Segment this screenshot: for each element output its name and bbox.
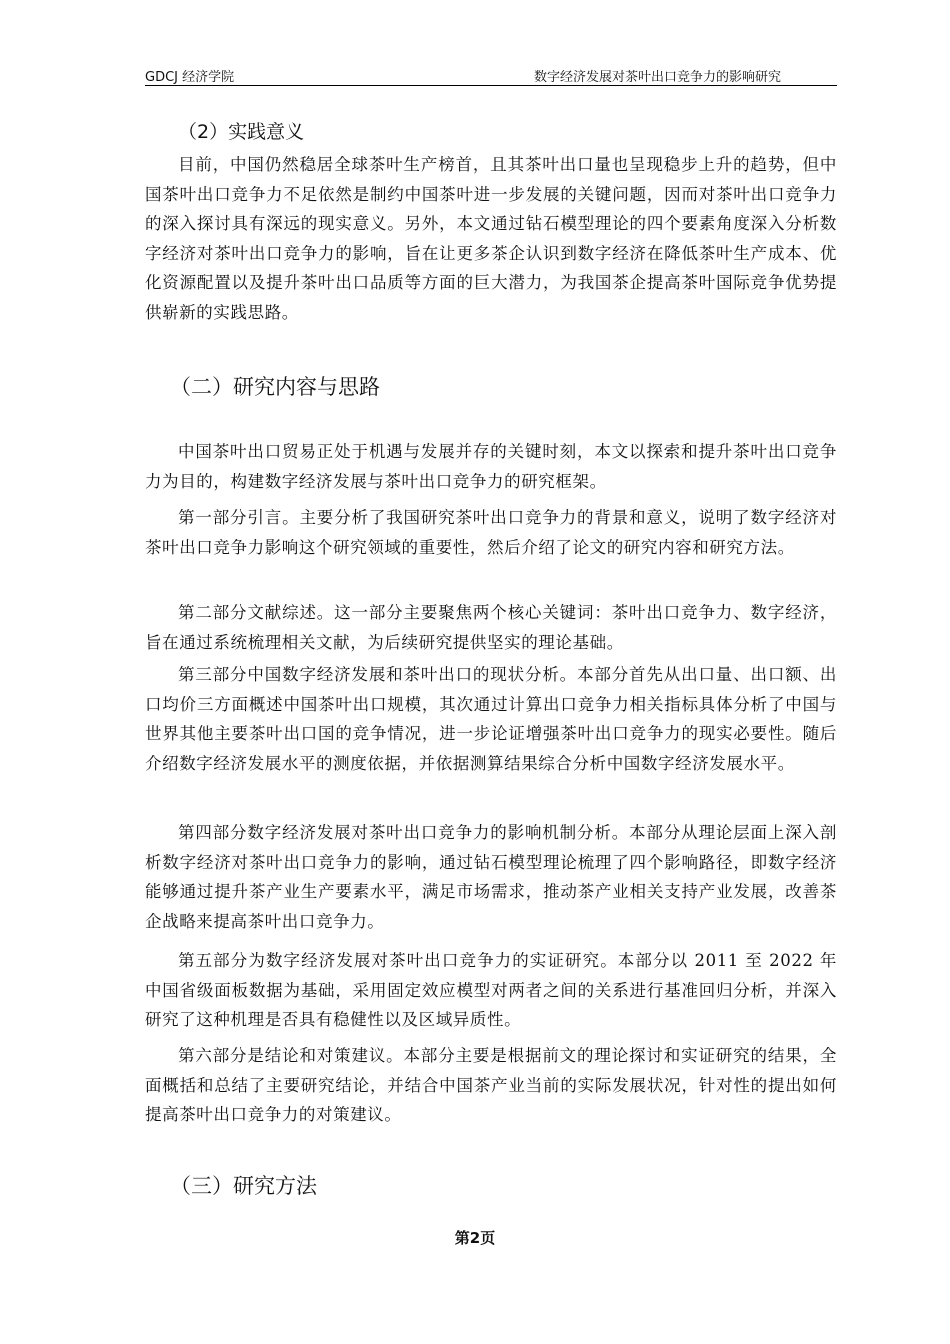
paragraph-part-six: 第六部分是结论和对策建议。本部分主要是根据前文的理论探讨和实证研究的结果，全面概括和总结了主要研究结论，并结合中国茶产业当前的实际发展状况，针对性的提出如何提高茶叶出口竞争力的对策建议。 [145,1046,837,1124]
heading-research-methods: （三）研究方法 [170,1174,317,1198]
paragraph-part-one: 第一部分引言。主要分析了我国研究茶叶出口竞争力的背景和意义，说明了数字经济对茶叶出口竞争力影响这个研究领域的重要性，然后介绍了论文的研究内容和研究方法。 [145,508,837,557]
paragraph-practical-significance: 目前，中国仍然稳居全球茶叶生产榜首，且其茶叶出口量也呈现稳步上升的趋势，但中国茶叶出口竞争力不足依然是制约中国茶叶进一步发展的关键问题，因而对茶叶出口竞争力的深入探讨具有深远的现实意义。另外，本文通过钻石模型理论的四个要素角度深入分析数字经济对茶叶出口竞争力的影响，旨在让更多茶企认识到数字经济在降低茶叶生产成本、优化资源配置以及提升茶叶出口品质等方面的巨大潜力，为我国茶企提高茶叶国际竞争优势提供崭新的实践思路。 [145,155,837,322]
paragraph-part-four: 第四部分数字经济发展对茶叶出口竞争力的影响机制分析。本部分从理论层面上深入剖析数字经济对茶叶出口竞争力的影响，通过钻石模型理论梳理了四个影响路径，即数字经济能够通过提升茶产业生产要素水平，满足市场需求，推动茶产业相关支持产业发展，改善茶企战略来提高茶叶出口竞争力。 [145,823,837,931]
page-header [145,63,837,86]
header-school: GDCJ 经济学院 [145,70,235,85]
paragraph-part-two: 第二部分文献综述。这一部分主要聚焦两个核心关键词：茶叶出口竞争力、数字经济，旨在通过系统梳理相关文献，为后续研究提供坚实的理论基础。 [145,603,837,652]
paragraph-part-three: 第三部分中国数字经济发展和茶叶出口的现状分析。本部分首先从出口量、出口额、出口均价三方面概述中国茶叶出口规模，其次通过计算出口竞争力相关指标具体分析了中国与世界其他主要茶叶出口国的竞争情况，进一步论证增强茶叶出口竞争力的现实必要性。随后介绍数字经济发展水平的测度依据，并依据测算结果综合分析中国数字经济发展水平。 [145,665,837,773]
header-paper-title: 数字经济发展对茶叶出口竞争力的影响研究 [533,70,781,85]
heading-research-content: （二）研究内容与思路 [170,375,380,399]
page-number: 第2页 [454,1229,496,1247]
paragraph-part-five: 第五部分为数字经济发展对茶叶出口竞争力的实证研究。本部分以 2011 至 2022 年中国省级面板数据为基础，采用固定效应模型对两者之间的关系进行基准回归分析，并深入研究了这种机理是否具有稳健性以及区域异质性。 [145,951,837,1029]
heading-practical-significance: （2）实践意义 [178,121,305,143]
paragraph-intro: 中国茶叶出口贸易正处于机遇与发展并存的关键时刻，本文以探索和提升茶叶出口竞争力为目的，构建数字经济发展与茶叶出口竞争力的研究框架。 [145,442,837,491]
